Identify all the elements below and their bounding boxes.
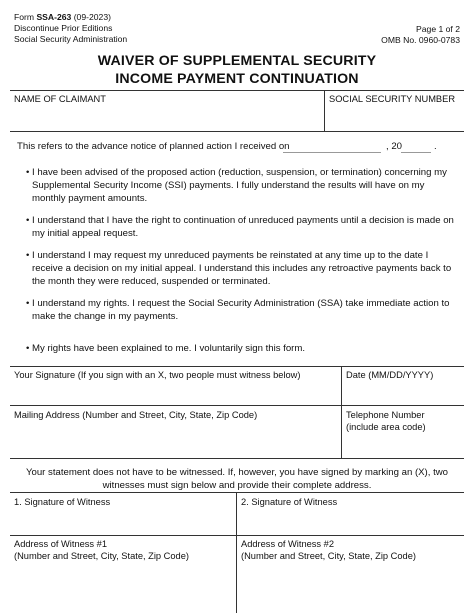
witness-1-signature-field[interactable]: 1. Signature of Witness: [14, 497, 111, 507]
signature-date-field[interactable]: Date (MM/DD/YYYY): [346, 370, 434, 380]
witness-box-top: [10, 492, 464, 493]
statement-item: • My rights have been explained to me. I voluntarily sign this form.: [26, 343, 306, 354]
title-line-1: WAIVER OF SUPPLEMENTAL SECURITY: [97, 53, 377, 69]
claimant-box-bottom: [10, 131, 464, 132]
signature-box-divider: [341, 366, 342, 458]
omb-number: OMB No. 0960-0783: [381, 35, 460, 45]
mailing-address-field[interactable]: Mailing Address (Number and Street, City, State, Zip Code): [14, 410, 258, 420]
signature-box-top: [10, 366, 464, 367]
page-number: Page 1 of 2: [416, 24, 460, 34]
discontinue-note: Discontinue Prior Editions: [14, 23, 113, 33]
statement-item: • I have been advised of the proposed action (reduction, suspension, or termination) concerning my Supplemental Security Income (SSI) payments. I fully understand the results will have on my monthly payment amounts.: [26, 167, 447, 204]
notice-text: This refers to the advance notice of planned action I received on: [17, 141, 290, 152]
notice-date-field[interactable]: [283, 152, 381, 153]
signature-box-mid: [10, 405, 464, 406]
form-header-left: [14, 12, 127, 45]
witness-2-signature-field[interactable]: 2. Signature of Witness: [241, 497, 338, 507]
claimant-signature-field[interactable]: Your Signature (If you sign with an X, two people must witness below): [14, 370, 301, 380]
telephone-field[interactable]: Telephone Number (include area code): [346, 410, 426, 432]
notice-end: .: [434, 141, 437, 152]
witness-1-address-field[interactable]: Address of Witness #1 (Number and Street, City, State, Zip Code): [14, 539, 189, 561]
claimant-name-field[interactable]: NAME OF CLAIMANT: [14, 94, 106, 104]
form-header-right: [381, 24, 460, 46]
witness-2-address-field[interactable]: Address of Witness #2 (Number and Street, City, State, Zip Code): [241, 539, 416, 561]
statement-item: • I understand my rights. I request the Social Security Administration (SSA) take immediate action to make the change in my payments.: [26, 298, 450, 322]
ssn-field[interactable]: SOCIAL SECURITY NUMBER: [329, 94, 456, 104]
title-line-2: INCOME PAYMENT CONTINUATION: [115, 70, 359, 87]
statement-item: • I understand that I have the right to continuation of unreduced payments until a decision is made on my initial appeal request.: [26, 215, 454, 239]
witness-box-mid: [10, 535, 464, 536]
form-id-line: Form SSA-263 (09-2023): [14, 12, 111, 22]
notice-year-prefix: , 20: [386, 141, 403, 152]
form-number: SSA-263: [36, 12, 72, 22]
signature-box-bottom: [10, 458, 464, 459]
claimant-box-divider: [324, 90, 325, 131]
witness-notice: Your statement does not have to be witnessed. If, however, you have signed by marking an (X), two witnesses must sign below and provide their complete address.: [25, 467, 448, 491]
page-title: [0, 53, 474, 88]
witness-box-divider: [236, 492, 237, 613]
claimant-box-top: [10, 90, 464, 91]
agency-name: Social Security Administration: [14, 34, 128, 44]
statement-item: • I understand I may request my unreduced payments be reinstated at any time up to the date I receive a decision on my initial appeal. I understand this includes any retroactive payments back to the month they were reduced, suspended or terminated.: [26, 250, 452, 287]
notice-year-field[interactable]: [401, 152, 431, 153]
